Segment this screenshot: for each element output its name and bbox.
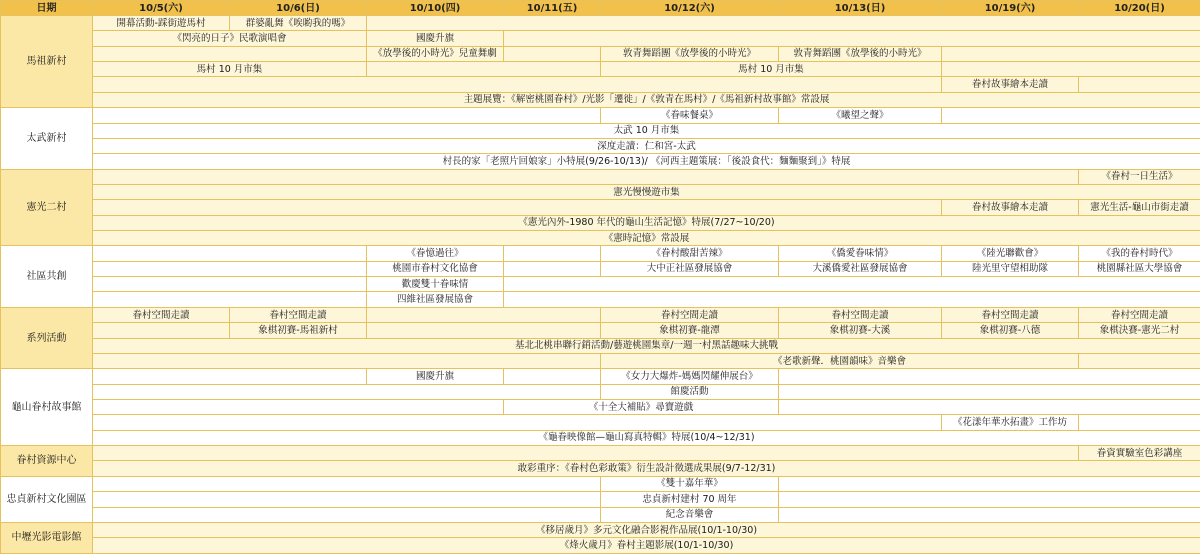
event-cell: 眷資實驗室色彩講座 xyxy=(1079,446,1200,461)
empty-cell xyxy=(93,169,1079,184)
empty-cell xyxy=(1079,77,1200,92)
empty-cell xyxy=(93,384,601,399)
event-cell: 《我的眷村時代》 xyxy=(1079,246,1200,261)
schedule-row xyxy=(1,154,1200,169)
empty-cell xyxy=(1079,353,1200,368)
empty-cell xyxy=(367,323,601,338)
schedule-row xyxy=(1,307,1200,322)
header-date: 10/13(日) xyxy=(779,1,942,16)
event-cell: 群婆亂舞《唉喲我的嗎》 xyxy=(230,16,367,31)
event-cell: 《僑愛眷味情》 xyxy=(779,246,942,261)
venue-name: 忠貞新村文化園區 xyxy=(1,476,93,522)
header-date: 10/5(六) xyxy=(93,1,230,16)
event-cell: 大中正社區發展協會 xyxy=(601,261,779,276)
schedule-row xyxy=(1,338,1200,353)
event-cell: 基北北桃串聯行銷活動/藝遊桃園集章/一週一村黑話趣味大挑戰 xyxy=(93,338,1200,353)
schedule-row xyxy=(1,16,1200,31)
event-cell: 《十全大補貼》尋寶遊戲 xyxy=(504,399,779,414)
event-cell: 馬村 10 月市集 xyxy=(601,62,942,77)
event-cell: 國慶升旗 xyxy=(367,31,504,46)
event-cell: 《烽火歲月》眷村主題影展(10/1-10/30) xyxy=(93,538,1200,554)
event-cell: 憲光生活-龜山市街走讀 xyxy=(1079,200,1200,215)
event-cell: 忠貞新村建村 70 周年 xyxy=(601,492,779,507)
schedule-row xyxy=(1,492,1200,507)
empty-cell xyxy=(779,507,1200,522)
schedule-row xyxy=(1,108,1200,123)
event-cell: 敦青舞蹈團《放學後的小時光》 xyxy=(779,46,942,61)
empty-cell xyxy=(93,261,367,276)
empty-cell xyxy=(504,246,601,261)
schedule-row xyxy=(1,46,1200,61)
schedule-row xyxy=(1,507,1200,522)
empty-cell xyxy=(504,261,601,276)
schedule-row xyxy=(1,215,1200,230)
empty-cell xyxy=(367,307,601,322)
header-date: 10/6(日) xyxy=(230,1,367,16)
empty-cell xyxy=(779,492,1200,507)
event-cell: 《老歌新聲．桃園韻味》音樂會 xyxy=(601,353,1079,368)
event-cell: 紀念音樂會 xyxy=(601,507,779,522)
schedule-row xyxy=(1,246,1200,261)
empty-cell xyxy=(779,384,1200,399)
event-cell: 《眷村酸甜苦辣》 xyxy=(601,246,779,261)
empty-cell xyxy=(504,31,1200,46)
empty-cell xyxy=(1079,415,1200,430)
event-cell: 敦青舞蹈團《放學後的小時光》 xyxy=(601,46,779,61)
schedule-row xyxy=(1,77,1200,92)
empty-cell xyxy=(93,369,367,384)
empty-cell xyxy=(93,292,367,307)
event-cell: 陸光里守望相助隊 xyxy=(942,261,1079,276)
schedule-row xyxy=(1,138,1200,153)
schedule-row xyxy=(1,353,1200,368)
event-cell: 桃園市眷村文化協會 xyxy=(367,261,504,276)
event-cell: 象棋初賽-馬祖新村 xyxy=(230,323,367,338)
empty-cell xyxy=(504,46,601,61)
event-cell: 象棋初賽-大溪 xyxy=(779,323,942,338)
event-cell: 桃園縣社區大學協會 xyxy=(1079,261,1200,276)
schedule-row xyxy=(1,446,1200,461)
header-date: 10/20(日) xyxy=(1079,1,1200,16)
empty-cell xyxy=(93,476,601,491)
event-cell: 眷村故事繪本走讀 xyxy=(942,77,1079,92)
empty-cell xyxy=(93,277,367,292)
event-cell: 四維社區發展協會 xyxy=(367,292,504,307)
empty-cell xyxy=(93,323,230,338)
header-date: 10/19(六) xyxy=(942,1,1079,16)
schedule-row xyxy=(1,430,1200,445)
venue-name: 中壢光影電影館 xyxy=(1,522,93,553)
event-cell: 《女力大爆炸-媽媽閃耀伸展台》 xyxy=(601,369,779,384)
event-cell: 《眷村一日生活》 xyxy=(1079,169,1200,184)
schedule-row xyxy=(1,184,1200,199)
schedule-row xyxy=(1,538,1200,554)
empty-cell xyxy=(93,507,601,522)
venue-name: 眷村資源中心 xyxy=(1,446,93,477)
empty-cell xyxy=(942,108,1200,123)
event-cell: 《雙十嘉年華》 xyxy=(601,476,779,491)
event-cell: 《閃亮的日子》民歌演唱會 xyxy=(93,31,367,46)
event-cell: 《曦望之聲》 xyxy=(779,108,942,123)
header-date: 10/12(六) xyxy=(601,1,779,16)
event-cell: 大溪僑愛社區發展協會 xyxy=(779,261,942,276)
header-date-label: 日期 xyxy=(1,1,93,16)
schedule-body xyxy=(1,16,1200,554)
event-cell: 眷村空間走讀 xyxy=(942,307,1079,322)
empty-cell xyxy=(93,415,942,430)
schedule-row xyxy=(1,292,1200,307)
schedule-row xyxy=(1,200,1200,215)
empty-cell xyxy=(504,369,601,384)
schedule-row xyxy=(1,461,1200,476)
event-cell: 《眷味餐桌》 xyxy=(601,108,779,123)
event-cell: 象棋初賽-龍潭 xyxy=(601,323,779,338)
empty-cell xyxy=(942,62,1200,77)
schedule-row xyxy=(1,261,1200,276)
event-cell: 眷村空間走讀 xyxy=(93,307,230,322)
venue-name: 系列活動 xyxy=(1,307,93,368)
venue-name: 馬祖新村 xyxy=(1,16,93,108)
schedule-row xyxy=(1,231,1200,246)
schedule-row xyxy=(1,415,1200,430)
event-cell: 主題展覽：《解密桃園眷村》/光影「遷徙」/《敦青在馬村》/《馬祖新村故事館》常設展 xyxy=(93,92,1200,107)
event-cell: 眷村空間走讀 xyxy=(230,307,367,322)
event-cell: 《憲光內外-1980 年代的龜山生活記憶》特展(7/27~10/20) xyxy=(93,215,1200,230)
empty-cell xyxy=(93,200,942,215)
event-cell: 《移居歲月》多元文化融合影視作品展(10/1-10/30) xyxy=(93,522,1200,537)
empty-cell xyxy=(367,62,601,77)
empty-cell xyxy=(93,446,1079,461)
schedule-row xyxy=(1,277,1200,292)
schedule-row xyxy=(1,169,1200,184)
event-cell: 《龜眷映像館—龜山寫真特輯》特展(10/4~12/31) xyxy=(93,430,1200,445)
header-row xyxy=(1,1,1200,16)
schedule-row xyxy=(1,31,1200,46)
event-cell: 館慶活動 xyxy=(601,384,779,399)
header-date: 10/11(五) xyxy=(504,1,601,16)
event-cell: 憲光慢慢遊市集 xyxy=(93,184,1200,199)
empty-cell xyxy=(93,399,504,414)
empty-cell xyxy=(504,292,1200,307)
empty-cell xyxy=(504,277,1200,292)
venue-name: 社區共創 xyxy=(1,246,93,307)
schedule-row xyxy=(1,399,1200,414)
event-cell: 《花漾年華水拓畫》工作坊 xyxy=(942,415,1079,430)
empty-cell xyxy=(367,16,1200,31)
schedule-row xyxy=(1,92,1200,107)
schedule-row xyxy=(1,384,1200,399)
header-date: 10/10(四) xyxy=(367,1,504,16)
empty-cell xyxy=(779,369,1200,384)
empty-cell xyxy=(779,476,1200,491)
event-cell: 《陸光聯歡會》 xyxy=(942,246,1079,261)
event-cell: 《眷憶過往》 xyxy=(367,246,504,261)
event-cell: 眷村空間走讀 xyxy=(1079,307,1200,322)
venue-name: 太武新村 xyxy=(1,108,93,169)
empty-cell xyxy=(93,77,942,92)
event-cell: 眷村空間走讀 xyxy=(601,307,779,322)
event-cell: 眷村故事繪本走讀 xyxy=(942,200,1079,215)
event-cell: 眷村空間走讀 xyxy=(779,307,942,322)
schedule-row xyxy=(1,369,1200,384)
event-cell: 太武 10 月市集 xyxy=(93,123,1200,138)
schedule-row xyxy=(1,476,1200,491)
venue-name: 憲光二村 xyxy=(1,169,93,246)
event-cell: 馬村 10 月市集 xyxy=(93,62,367,77)
schedule-row xyxy=(1,62,1200,77)
schedule-row xyxy=(1,123,1200,138)
event-cell: 村長的家「老照片回娘家」小特展(9/26-10/13)/ 《河西主題策展：「後設食代：麵麵聚到」》特展 xyxy=(93,154,1200,169)
empty-cell xyxy=(93,353,601,368)
schedule-row xyxy=(1,323,1200,338)
venue-name: 龜山眷村故事館 xyxy=(1,369,93,446)
empty-cell xyxy=(779,399,1200,414)
empty-cell xyxy=(942,46,1200,61)
event-cell: 開幕活動-踩街遊馬村 xyxy=(93,16,230,31)
event-cell: 深度走讀：仁和宮-太武 xyxy=(93,138,1200,153)
event-cell: 《放學後的小時光》兒童舞劇 xyxy=(367,46,504,61)
event-cell: 象棋初賽-八德 xyxy=(942,323,1079,338)
event-cell: 象棋決賽-憲光二村 xyxy=(1079,323,1200,338)
empty-cell xyxy=(93,246,367,261)
empty-cell xyxy=(93,492,601,507)
event-cell: 歡慶雙十眷味情 xyxy=(367,277,504,292)
schedule-row xyxy=(1,522,1200,537)
event-cell: 敢彩重序：《眷村色彩敢策》衍生設計徵選成果展(9/7-12/31) xyxy=(93,461,1200,476)
event-cell: 國慶升旗 xyxy=(367,369,504,384)
empty-cell xyxy=(93,46,367,61)
event-cell: 《憲時記憶》常設展 xyxy=(93,231,1200,246)
empty-cell xyxy=(93,108,601,123)
